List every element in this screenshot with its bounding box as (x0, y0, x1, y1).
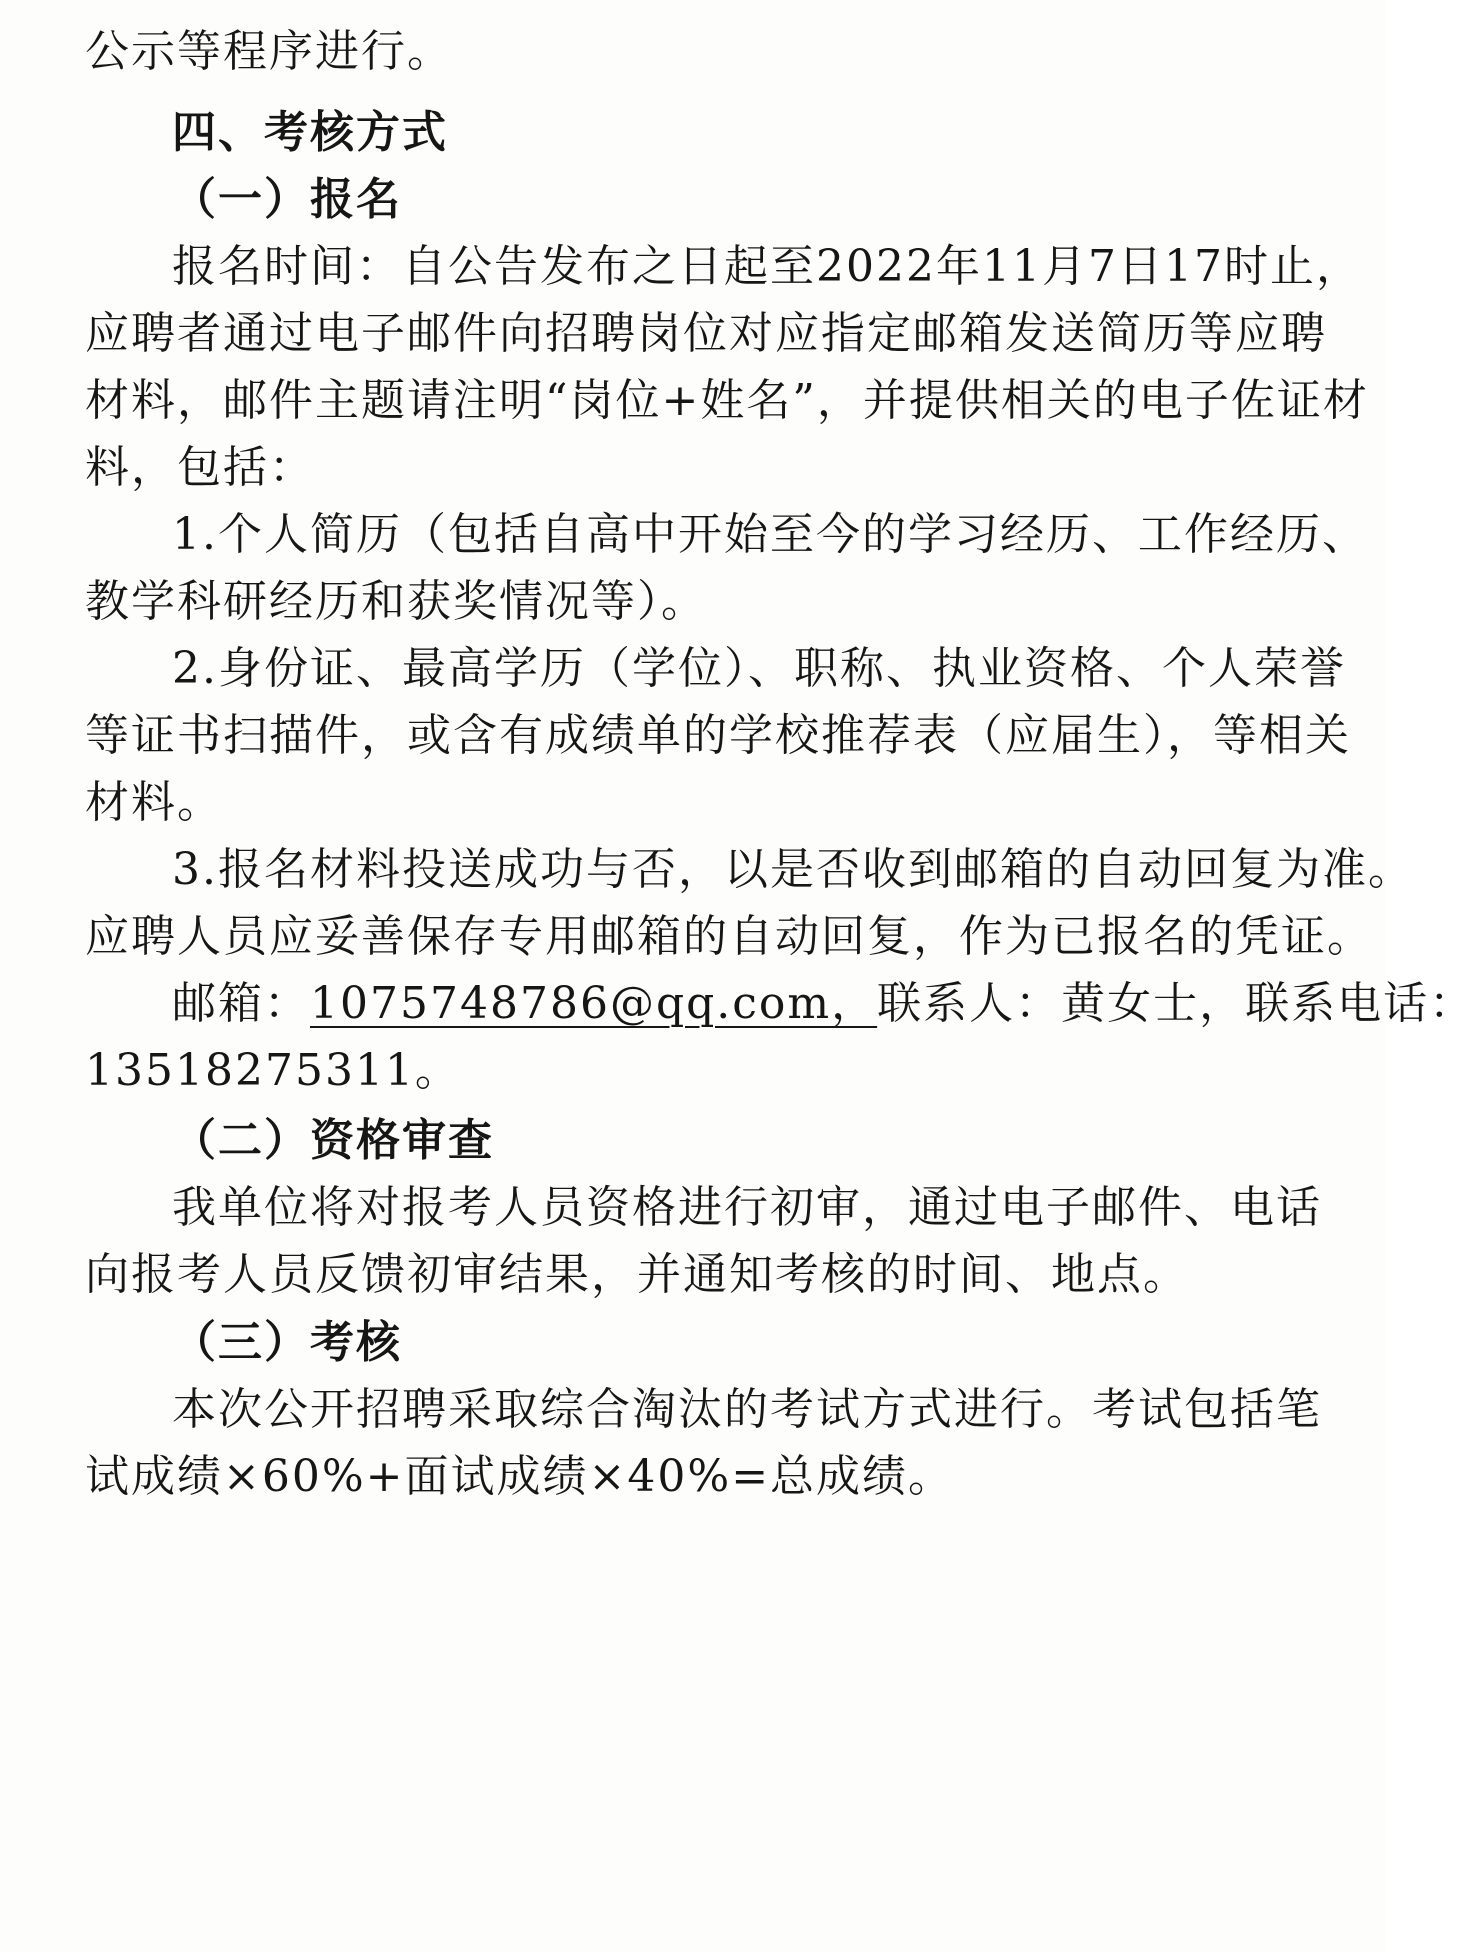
contact-person: 联系人：黄女士，联系电话： (877, 978, 1475, 1029)
subsection-heading-registration: （一）报名 (172, 174, 402, 225)
paragraph-line: 材料，邮件主题请注明“岗位+姓名”，并提供相关的电子佐证材 (85, 375, 1369, 426)
contact-line (172, 974, 1475, 1034)
list-item-line: 教学科研经历和获奖情况等）。 (85, 576, 707, 627)
paragraph-line: 报名时间：自公告发布之日起至2022年11月7日17时止， (172, 241, 1362, 292)
subsection-heading-qualification: （二）资格审查 (172, 1115, 494, 1166)
paragraph-line: 向报考人员反馈初审结果，并通知考核的时间、地点。 (85, 1249, 1189, 1300)
paragraph-line: 试成绩×60%+面试成绩×40%=总成绩。 (85, 1451, 955, 1502)
paragraph-line: 我单位将对报考人员资格进行初审，通过电子邮件、电话 (172, 1182, 1322, 1233)
subsection-heading-exam: （三）考核 (172, 1317, 402, 1368)
contact-phone: 13518275311。 (85, 1045, 461, 1096)
list-item-line: 2.身份证、最高学历（学位）、职称、执业资格、个人荣誉 (172, 643, 1346, 694)
list-item-line: 材料。 (85, 777, 223, 828)
email-label: 邮箱： (172, 978, 310, 1029)
paragraph-line: 料，包括： (85, 442, 315, 493)
list-item-line: 等证书扫描件，或含有成绩单的学校推荐表（应届生），等相关 (85, 710, 1351, 761)
paragraph-line: 应聘者通过电子邮件向招聘岗位对应指定邮箱发送简历等应聘 (85, 308, 1327, 359)
email-address: 1075748786@qq.com， (310, 978, 878, 1029)
section-heading-assessment: 四、考核方式 (172, 107, 448, 158)
list-item-line: 3.报名材料投送成功与否，以是否收到邮箱的自动回复为准。 (172, 844, 1414, 895)
list-item-line: 1.个人简历（包括自高中开始至今的学习经历、工作经历、 (172, 509, 1368, 560)
paragraph-line: 公示等程序进行。 (85, 26, 453, 77)
paragraph-line: 本次公开招聘采取综合淘汰的考试方式进行。考试包括笔 (172, 1384, 1322, 1435)
paragraph-line: 应聘人员应妥善保存专用邮箱的自动回复，作为已报名的凭证。 (85, 911, 1373, 962)
